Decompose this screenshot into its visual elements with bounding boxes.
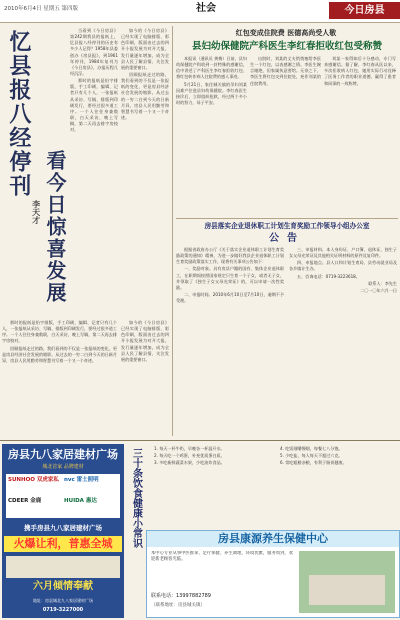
paragraph: 五、咨询电话：0719-3223618。 xyxy=(297,273,360,279)
notice-headline: 房县落实企业退休职工计划生育奖励工作领导小组办公室 xyxy=(204,222,370,230)
story-one-column-3 xyxy=(2,320,117,435)
ad-hot-offer: 火爆让利，普惠全城 xyxy=(4,536,122,552)
health-ad-photo xyxy=(299,551,395,613)
story-one-subhead: 看今日惊喜发展 xyxy=(43,150,67,304)
notice-column-1 xyxy=(176,247,284,417)
list-item: 6. 常吃粗粮杂粮，有利于肠胃健康。 xyxy=(280,460,347,466)
list-item: 4. 吃饭细嚼慢咽，每餐七八分饱。 xyxy=(280,446,343,451)
health-ad-address: （联系地址：房县城关镇） xyxy=(151,603,205,608)
ad-phone: 0719-3227000 xyxy=(42,607,84,613)
story-two-column-1 xyxy=(176,56,247,216)
paragraph: 一、奖励对象。具有房县户籍的国有、集体企业退休职工，在职期间按照国家规定只生育一个子女，或者无子女，并领取了《独生子女父母光荣证》的，可以申请一次性奖励。 xyxy=(176,266,284,290)
notice-date: 二〇一〇年六月一日 xyxy=(360,287,397,293)
health-ad-body: 本中心专业从事中医推拿、足疗保健、养生调理，环境优雅，服务周到，欢迎新老顾客光临。 xyxy=(151,551,293,563)
notice-title: 公告 xyxy=(269,233,305,244)
paragraph: 刘某一家得知后十分感动，专门写来感谢信。据了解，李红春从医以来，多次拒收病人红包，她用实际行动诠释了医务工作者的职业道德，赢得了患者和同事的一致称赞。 xyxy=(324,56,396,86)
health-column-text-2 xyxy=(272,446,396,526)
story-two-column-3 xyxy=(324,56,396,216)
story-two-kicker: 红包变成住院费 医德高尚受人敬 xyxy=(235,28,337,37)
brand-logo: HUIDA 惠达 xyxy=(64,498,97,504)
ad-event: 六月倾情奉献 xyxy=(33,581,93,592)
brand-logo-grid xyxy=(6,474,120,518)
brand-logo: CDEER 金鹿 xyxy=(8,498,42,504)
story-two-column-2 xyxy=(250,56,321,216)
story-one-column-4 xyxy=(121,320,169,435)
health-column-label: 三十条饮食健康小常识 xyxy=(130,448,142,548)
paragraph: 二、申报时间。2010年6月10日至7月10日，逾期不予受理。 xyxy=(176,291,284,304)
paragraph: 根据省政府办公厅《关于落实企业退休职工计划生育奖励政策的通知》精神，为进一步做好我县企业退休职工计划生育奖励政策落实工作，现将有关事项公告如下： xyxy=(176,247,284,265)
paragraph: 5月21日，家住城关镇的孕妇刘某因难产住进县妇幼保健院。李红春医生接诊后，立即组织抢救，经过两个多小时的努力，母子平安。 xyxy=(176,81,247,105)
story-one-headline: 忆县报八经停刊 xyxy=(5,30,32,198)
list-item: 1. 每天一杯牛奶，早晚各一杯温开水。 xyxy=(154,446,225,451)
brand-logo: nvc 雷士照明 xyxy=(64,477,99,483)
issue-date: 2010年6月4日 星期五 第四版 xyxy=(4,6,78,12)
building-materials-ad xyxy=(2,444,124,618)
ad-tagline: 携手房县九八家居建材广场 xyxy=(24,524,102,532)
list-item: 2. 每天吃一个鸡蛋，补充优质蛋白质。 xyxy=(154,453,225,459)
notice-column-2 xyxy=(289,247,397,417)
paragraph: 那时的报纸是铅字排版，手工印刷，编辑、记者只有几个人，一张报纸从采访、写稿、排版到印刷发行，要经过很多道工序。一个人往往身兼数职，白天采访，晚上写稿，第二天再去排字房校对。 xyxy=(70,78,118,133)
ad-slogan: 城北首家 品牌建材 xyxy=(42,464,84,470)
ad-title: 房县九八家居建材广场 xyxy=(8,448,118,461)
section-divider xyxy=(176,218,398,219)
section-name: 社会 xyxy=(196,3,216,14)
story-one-column-1 xyxy=(70,28,118,308)
ad-footer: 地址：房县城北九八家居建材广场 xyxy=(33,598,93,603)
list-item: 3. 多吃新鲜蔬菜水果，少吃油炸食品。 xyxy=(154,460,225,466)
brand-logo: SUNHOO 双虎家私 xyxy=(8,477,59,483)
paragraph: 那时的报纸是铅字排版，手工印刷，编辑、记者只有几个人，一张报纸从采访、写稿、排版到印刷发行，要经过很多道工序。一个人往往身兼数职，白天采访，晚上写稿，第二天再去排字房校对。 xyxy=(2,320,117,344)
paragraph: 如今的《今日房县》已经实现了电脑排版、彩色印刷，版面由过去的四开小报发展为对开大报，发行量逐年增加，成为全县人民了解县情、关注发展的重要窗口。 xyxy=(121,28,169,70)
health-center-ad xyxy=(146,530,400,618)
paragraph: 三、申报材料。本人身份证、户口簿、退休证、独生子女父母光荣证及其他相关证明材料的原件及复印件。 xyxy=(289,247,397,259)
paragraph: 回顾报纸走过的路，我们看到的不仅是一张报纸的变化，更是房县经济社会发展的缩影。从过去的一穷二白到今天的日新月异，房县人民用勤劳和智慧书写着一个又一个奇迹。 xyxy=(121,71,169,120)
notice-contact: 联系人：李先生 xyxy=(368,280,397,286)
building-shape xyxy=(309,575,385,605)
health-ad-contact: 联系电话：13997882789 xyxy=(151,593,211,599)
story-one-byline: 李天才 xyxy=(31,200,42,224)
paragraph: 当看到《今日房县》第242期我县的报纸上，忆县报八经停刊的历史有多少人记得？1958年县委创办《房县报》，到1961年停刊，1984年复刊为《今日房县》，办报历程几经沉浮。 xyxy=(70,28,118,76)
page-header xyxy=(0,0,400,23)
column-divider xyxy=(172,26,173,436)
health-column-text-1 xyxy=(146,446,268,526)
story-one-column-2 xyxy=(121,28,169,308)
story-two-headline: 县妇幼保健院产科医生李红春拒收红包受称赞 xyxy=(191,41,382,52)
masthead-brand: 今日房县 xyxy=(329,2,400,19)
paragraph: 四、申报地点。县人口和计划生育局、县劳动就业局及各乡镇计生办。 xyxy=(289,260,397,272)
paragraph: 本报讯（通讯员 黄梅）日前，县妇幼保健院产科收到一封特殊的感谢信，信中讲述了产科医生李红春拒收红包、将红包转作病人住院费的感人事迹。 xyxy=(176,56,247,80)
paragraph: 回顾报纸走过的路，我们看到的不仅是一张报纸的变化，更是房县经济社会发展的缩影。从过去的一穷二白到今天的日新月异，房县人民用勤劳和智慧书写着一个又一个奇迹。 xyxy=(2,345,117,363)
section-divider xyxy=(0,440,400,441)
paragraph: 出院时，刘某的丈夫悄悄塞给李医生一个红包，以表感谢之情。李医生婉言谢绝，但家属执意要给。无奈之下，李医生将红包交到住院处，充作刘某的住院费用。 xyxy=(250,56,321,86)
ad-photo xyxy=(6,556,120,578)
list-item: 5. 少吃盐，每人每天不超过六克。 xyxy=(280,453,343,459)
health-ad-title: 房县康源养生保健中心 xyxy=(147,531,399,547)
paragraph: 如今的《今日房县》已经实现了电脑排版、彩色印刷，版面由过去的四开小报发展为对开大报，发行量逐年增加，成为全县人民了解县情、关注发展的重要窗口。 xyxy=(121,320,169,362)
